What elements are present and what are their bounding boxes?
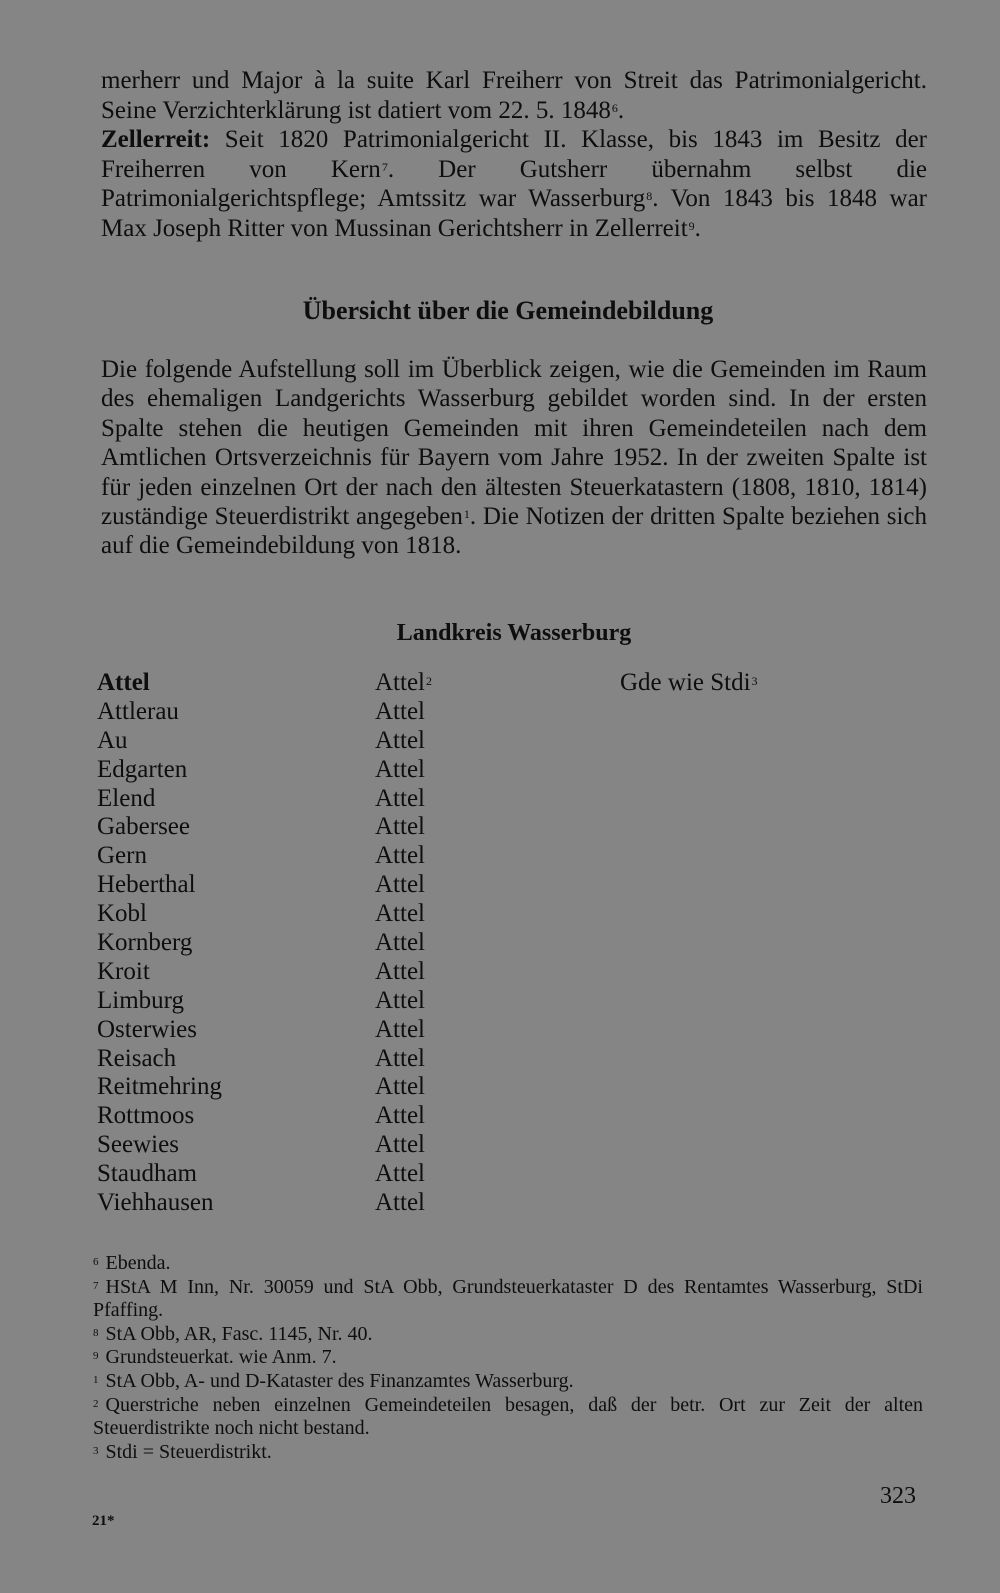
place-name: Viehhausen <box>97 1189 214 1217</box>
place-name: Reisach <box>97 1044 177 1072</box>
tax-district: Attel$^2$ <box>375 669 432 696</box>
tax-district: Attel <box>375 726 425 754</box>
table-row <box>97 756 927 785</box>
footnote-ref-2: 2 <box>426 674 432 688</box>
footnote-text: Querstriche neben einzelnen Gemeindeteilen besagen, daß der betr. Ort zur Zeit der alten Steuerdistrikte noch nicht bestand. <box>93 1393 923 1440</box>
tax-district: Attel <box>375 1160 425 1188</box>
table-row <box>97 871 927 900</box>
footnote-text: Ebenda. <box>105 1252 171 1274</box>
tax-district: Attel <box>375 1044 425 1072</box>
footnote-ref-6: 6 <box>611 100 618 115</box>
place-name: Rottmoos <box>97 1102 195 1130</box>
table-row <box>97 1189 927 1218</box>
signature-mark: 21* <box>92 1513 115 1529</box>
formation-note: Gde wie Stdi$^3$ <box>620 669 758 696</box>
place-name: Seewies <box>97 1131 179 1159</box>
table-row <box>97 813 927 842</box>
tax-district: Attel <box>375 813 425 841</box>
tax-district: Attel <box>375 929 425 957</box>
tax-district: Attel <box>375 1131 425 1159</box>
intro-paragraph-streit: merherr und Major à la suite Karl Freiherr von Streit das Patrimonialgericht. Seine Verzichterklärung ist datiert vom 22. 5. 1848$^6$. <box>101 67 927 124</box>
footnote-text: Grundsteuerkat. wie Anm. 7. <box>105 1346 337 1369</box>
tax-district: Attel <box>375 1073 425 1101</box>
footnote <box>93 1394 923 1441</box>
place-name: Osterwies <box>97 1015 197 1043</box>
table-row <box>97 1160 927 1189</box>
tax-district: Attel <box>375 755 425 783</box>
subsection-heading: Landkreis Wasserburg <box>396 620 632 646</box>
tax-district: Attel <box>375 784 425 812</box>
place-name: Gern <box>97 842 147 870</box>
footnote-ref-3: 3 <box>751 674 758 688</box>
tax-district: Attel <box>375 1102 425 1130</box>
table-row <box>97 785 927 814</box>
footnote-text: HStA M Inn, Nr. 30059 und StA Obb, Grundsteuerkataster D des Rentamtes Wasserburg, StDi Pfaffing. <box>93 1275 923 1322</box>
footnote-number: 2 <box>93 1397 99 1410</box>
intro-text <box>101 66 927 243</box>
tax-district: Attel <box>375 1189 425 1217</box>
page-number: 323 <box>880 1483 916 1509</box>
footnote-number: 8 <box>93 1326 99 1339</box>
tax-district: Attel <box>375 957 425 985</box>
intro-paragraph-zellerreit: Zellerreit: Seit 1820 Patrimonialgericht II. Klasse, bis 1843 im Besitz der Freiherren von Kern$^7$. Der Gutsherr übernahm selbst die Patrimonialgerichtspflege; Amtssitz war Wasserburg$^8$. Von 1843 bis 1848 war Max Joseph Ritter von Mussinan Gerichtsherr in Zellerreit$^9$. <box>101 126 928 242</box>
table-row <box>97 1102 927 1131</box>
footnote-ref-9: 9 <box>688 218 695 233</box>
place-name: Limburg <box>97 986 185 1014</box>
footnote-number: 1 <box>93 1373 99 1386</box>
place-name: Kroit <box>97 957 150 985</box>
table-row <box>97 1045 927 1074</box>
place-name: Staudham <box>97 1160 197 1188</box>
table-row <box>97 987 927 1016</box>
table-row <box>97 727 927 756</box>
footnote <box>93 1441 923 1465</box>
footnote-number: 7 <box>93 1279 99 1292</box>
table-header-row <box>97 669 927 698</box>
table-row <box>97 1073 927 1102</box>
tax-district: Attel <box>375 1015 425 1043</box>
zellerreit-label: Zellerreit: <box>101 126 211 153</box>
explanation-paragraph: Die folgende Aufstellung soll im Überblick zeigen, wie die Gemeinden im Raum des ehemaligen Landgerichts Wasserburg gebildet worden sind. In der ersten Spalte stehen die heutigen Gemeinden mit ihren Gemeindeteilen nach dem Amtlichen Ortsverzeichnis für Bayern vom Jahre 1952. In der zweiten Spalte ist für jeden einzelnen Ort der nach den ältesten Steuerkatastern (1808, 1810, 1814) zuständige Steuerdistrikt angegeben$^1$. Die Notizen der dritten Spalte beziehen sich auf die Gemeindebildung von 1818. <box>101 356 927 560</box>
place-name: Attlerau <box>97 697 179 725</box>
municipality-name: Attel <box>97 669 150 696</box>
footnote <box>93 1370 923 1394</box>
footnote-ref-1: 1 <box>463 507 470 522</box>
place-name: Edgarten <box>97 755 188 783</box>
footnote-ref-7: 7 <box>381 159 388 174</box>
place-name: Elend <box>97 784 156 812</box>
section-heading: Übersicht über die Gemeindebildung <box>302 296 714 325</box>
tax-district: Attel <box>375 871 425 899</box>
table-row <box>97 1016 927 1045</box>
footnote <box>93 1346 923 1370</box>
table-row <box>97 842 927 871</box>
footnote-text: Stdi = Steuerdistrikt. <box>105 1440 272 1463</box>
table-row <box>97 1131 927 1160</box>
footnote-text: StA Obb, AR, Fasc. 1145, Nr. 40. <box>105 1322 373 1345</box>
tax-district: Attel <box>375 986 425 1014</box>
table-row <box>97 958 927 987</box>
footnote <box>93 1252 923 1276</box>
tax-district: Attel <box>375 900 425 928</box>
footnote <box>93 1323 923 1347</box>
footnote-number: 3 <box>93 1444 99 1457</box>
place-name: Gabersee <box>97 813 190 841</box>
footnote-text: StA Obb, A- und D-Kataster des Finanzamtes Wasserburg. <box>105 1369 574 1392</box>
footnote-number: 9 <box>93 1350 99 1363</box>
footnotes <box>93 1252 923 1464</box>
tax-district: Attel <box>375 697 425 725</box>
place-name: Au <box>97 726 128 754</box>
footnote <box>93 1276 923 1323</box>
municipality-table <box>97 669 927 1218</box>
table-body <box>97 698 927 1218</box>
tax-district: Attel <box>375 842 425 870</box>
table-row <box>97 698 927 727</box>
place-name: Kobl <box>97 900 147 928</box>
footnote-number: 6 <box>93 1256 99 1268</box>
table-row <box>97 929 927 958</box>
place-name: Heberthal <box>97 871 196 899</box>
table-row <box>97 900 927 929</box>
place-name: Reitmehring <box>97 1073 222 1101</box>
footnote-ref-8: 8 <box>646 189 653 203</box>
place-name: Kornberg <box>97 929 193 957</box>
